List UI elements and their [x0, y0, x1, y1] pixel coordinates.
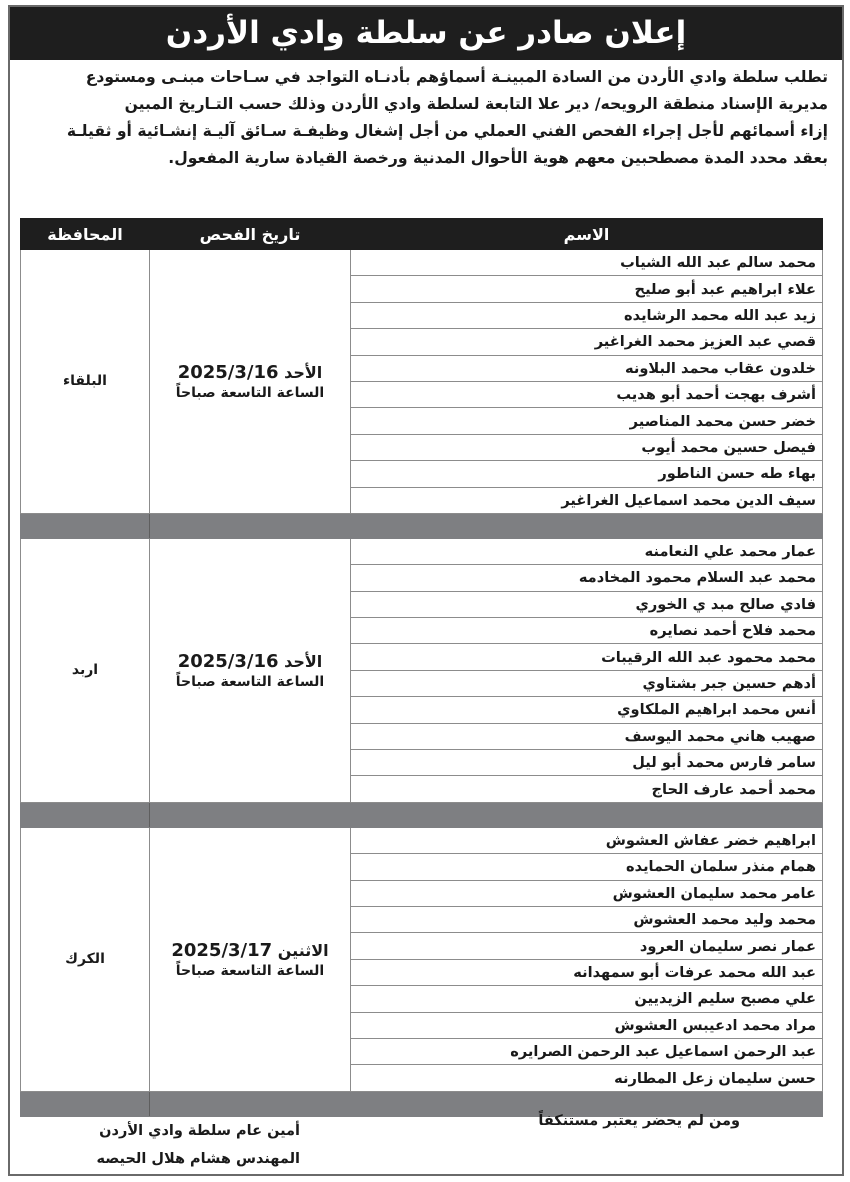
candidate-name: علي مصبح سليم الزيديين — [351, 986, 823, 1012]
candidate-name: بهاء طه حسن الناطور — [351, 461, 823, 487]
candidate-name: أنس محمد ابراهيم الملكاوي — [351, 697, 823, 723]
candidate-name: صهيب هاني محمد اليوسف — [351, 723, 823, 749]
candidate-name: علاء ابراهيم عبد أبو صليح — [351, 276, 823, 302]
exam-date-cell — [150, 250, 351, 514]
candidate-name: عمار نصر سليمان العرود — [351, 933, 823, 959]
exam-date-cell — [150, 827, 351, 1091]
announcement-title: إعلان صادر عن سلطة وادي الأردن — [10, 7, 842, 60]
table-row — [21, 250, 823, 276]
exam-time: الساعة التاسعة صباحاً — [175, 384, 325, 401]
governorate-cell: البلقاء — [21, 250, 150, 514]
candidate-name: محمد عبد السلام محمود المخادمه — [351, 565, 823, 591]
candidate-name: محمد سالم عبد الله الشياب — [351, 250, 823, 276]
exam-date-cell — [150, 538, 351, 802]
candidate-name: مراد محمد ادعيبس العشوش — [351, 1012, 823, 1038]
exam-day: الأحد — [284, 651, 323, 671]
intro-line: إزاء أسمائهم لأجل إجراء الفحص الفني العملي من أجل إشغال وظيفـة سـائق آليـة إنشـائية أو ثقيلـة — [66, 122, 828, 140]
candidate-name: محمد محمود عبد الله الرقيبات — [351, 644, 823, 670]
table-body — [21, 250, 823, 1117]
separator-cell — [150, 1091, 351, 1116]
intro-line: مديرية الإسناد منطقة الرويحه/ دير علا التابعة لسلطة وادي الأردن وذلك حسب التـاريخ المبين — [124, 95, 828, 113]
intro-line: تطلب سلطة وادي الأردن من السادة المبينـة أسماؤهم بأدنـاه التواجد في سـاحات مبنـى ومستودع — [85, 68, 828, 86]
candidate-name: همام منذر سلمان الحمايده — [351, 854, 823, 880]
candidate-name: أشرف بهجت أحمد أبو هديب — [351, 381, 823, 407]
candidate-name: عامر محمد سليمان العشوش — [351, 880, 823, 906]
intro-line: بعقد محدد المدة مصطحبين معهم هوية الأحوال المدنية ورخصة القيادة سارية المفعول. — [168, 149, 828, 167]
candidate-name: محمد أحمد عارف الحاج — [351, 776, 823, 802]
separator-cell — [21, 1091, 150, 1116]
table-row — [21, 538, 823, 564]
separator-cell — [351, 513, 823, 538]
candidate-name: عبد الرحمن اسماعيل عبد الرحمن الصرايره — [351, 1038, 823, 1064]
exam-date: 2025/3/16 — [177, 650, 279, 672]
separator-cell — [150, 802, 351, 827]
candidate-name: قصي عبد العزيز محمد الغراغير — [351, 329, 823, 355]
candidate-name: أدهم حسين جبر بشتاوي — [351, 670, 823, 696]
separator-cell — [21, 802, 150, 827]
exam-day-date — [150, 940, 350, 961]
group-separator — [21, 802, 823, 827]
table-row — [21, 827, 823, 853]
header-date: تاريخ الفحص — [150, 219, 351, 250]
candidate-name: محمد فلاح أحمد نصايره — [351, 618, 823, 644]
table-header-row — [21, 219, 823, 250]
exam-date: 2025/3/16 — [177, 361, 279, 383]
separator-cell — [150, 513, 351, 538]
candidate-name: حسن سليمان زعل المطارنه — [351, 1065, 823, 1091]
candidate-name: ابراهيم خضر عفاش العشوش — [351, 827, 823, 853]
candidates-table — [20, 218, 823, 1117]
exam-day: الأحد — [284, 362, 323, 382]
exam-time: الساعة التاسعة صباحاً — [175, 962, 325, 979]
signature-name: المهندس هشام هلال الحيصه — [96, 1151, 300, 1167]
header-name: الاسم — [351, 219, 823, 250]
exam-time: الساعة التاسعة صباحاً — [175, 673, 325, 690]
signature-title: أمين عام سلطة وادي الأردن — [99, 1123, 300, 1139]
governorate-cell: الكرك — [21, 827, 150, 1091]
candidate-name: فيصل حسين محمد أيوب — [351, 434, 823, 460]
candidate-name: زيد عبد الله محمد الرشايده — [351, 302, 823, 328]
exam-day: الاثنين — [277, 940, 329, 960]
candidate-name: سيف الدين محمد اسماعيل الغراغير — [351, 487, 823, 513]
candidate-name: عبد الله محمد عرفات أبو سمهدانه — [351, 959, 823, 985]
governorate-cell: اربد — [21, 538, 150, 802]
separator-cell — [351, 802, 823, 827]
intro-paragraph — [20, 64, 828, 172]
candidate-name: سامر فارس محمد أبو ليل — [351, 750, 823, 776]
candidate-name: عمار محمد علي النعامنه — [351, 538, 823, 564]
group-separator — [21, 513, 823, 538]
candidate-name: خضر حسن محمد المناصير — [351, 408, 823, 434]
absence-note: ومن لم يحضر يعتبر مستنكفاً — [538, 1113, 740, 1129]
candidate-name: فادي صالح مبد ي الخوري — [351, 591, 823, 617]
candidate-name: خلدون عقاب محمد البلاونه — [351, 355, 823, 381]
separator-cell — [21, 513, 150, 538]
exam-day-date — [150, 651, 350, 672]
exam-date: 2025/3/17 — [171, 939, 273, 961]
candidate-name: محمد وليد محمد العشوش — [351, 906, 823, 932]
exam-day-date — [150, 362, 350, 383]
signature-block — [70, 1117, 300, 1173]
header-governorate: المحافظة — [21, 219, 150, 250]
